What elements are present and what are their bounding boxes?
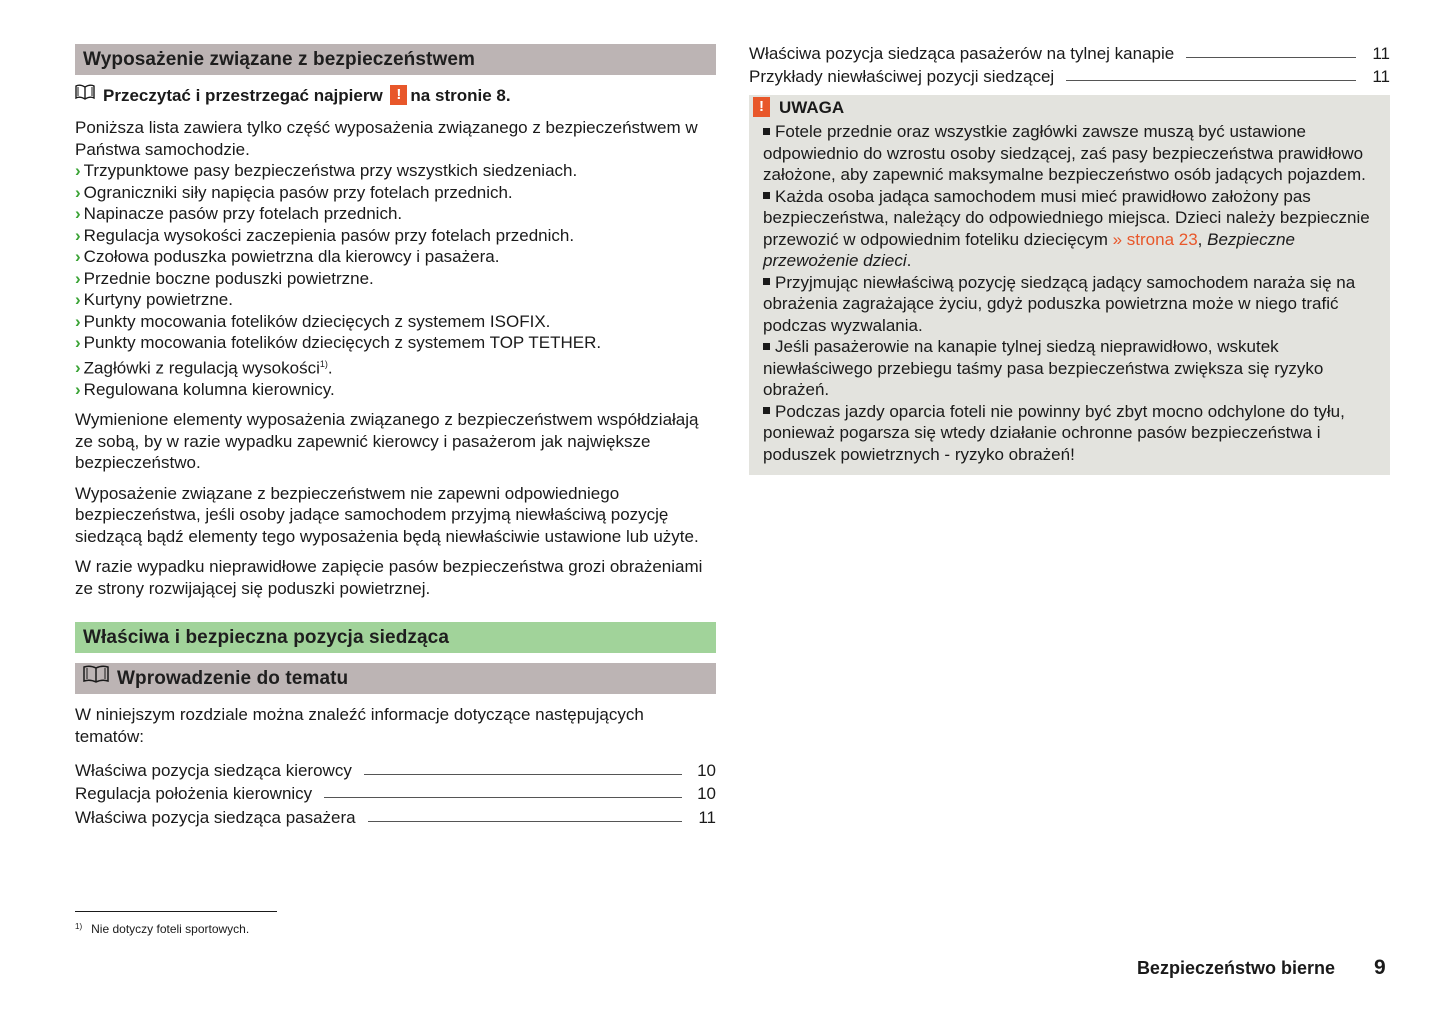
subsection-header-introduction: Wprowadzenie do tematu (75, 663, 716, 694)
square-bullet-icon (763, 343, 770, 350)
warning-header (749, 95, 1390, 121)
table-of-contents (75, 757, 716, 828)
footer-chapter-title: Bezpieczeństwo bierne (1136, 958, 1335, 978)
square-bullet-icon (763, 278, 770, 285)
chevron-icon: › (75, 268, 81, 288)
toc-entry[interactable]: Właściwa pozycja siedząca pasażerów na tylnej kanapie 11 (749, 43, 1390, 63)
list-item: › Czołowa poduszka powietrzna dla kierowcy i pasażera. (75, 247, 500, 266)
subsection-intro: W niniejszym rozdziale można znaleźć informacje dotyczące następujących tematów: (75, 705, 644, 746)
chevron-icon: › (75, 379, 81, 399)
list-item: › Regulowana kolumna kierownicy. (75, 379, 335, 399)
paragraph: Wyposażenie związane z bezpieczeństwem nie zapewni odpowiedniego bezpieczeństwa, jeśli osoby jadące samochodem przyjmą niewłaściwą pozycję siedzącą bądź elementy tego wyposażenia będą niewłaściwie ustawione lub użyte. (75, 483, 699, 546)
leader-line (364, 774, 682, 775)
list-item: › Zagłówki z regulacją wysokości$^{1)}$. (75, 358, 333, 378)
chevron-icon: › (75, 225, 81, 245)
equipment-list (75, 160, 716, 400)
warning-icon: ! (390, 85, 407, 105)
chevron-icon: › (75, 182, 81, 202)
list-item: › Regulacja wysokości zaczepienia pasów przy fotelach przednich. (75, 225, 575, 245)
toc-entry[interactable]: Przykłady niewłaściwej pozycji siedzącej 11 (749, 67, 1390, 86)
leader-line (1066, 80, 1356, 81)
leader-line (324, 797, 682, 798)
list-item: › Ograniczniki siły napięcia pasów przy fotelach przednich. (75, 182, 513, 202)
paragraph: Wymienione elementy wyposażenia związanego z bezpieczeństwem współdziałają ze sobą, by w razie wypadku zapewnić kierowcy i pasażerom jak największe bezpieczeństwo. (75, 410, 699, 473)
warning-body (749, 121, 1390, 465)
list-item: › Punkty mocowania fotelików dziecięcych z systemem ISOFIX. (75, 311, 551, 331)
section-header-seating-position: Właściwa i bezpieczna pozycja siedząca (75, 622, 716, 653)
chevron-icon: › (75, 311, 81, 331)
chevron-icon: › (75, 161, 81, 180)
book-icon (83, 662, 109, 693)
chevron-icon: › (75, 204, 81, 223)
read-first-prefix: Przeczytać i przestrzegać najpierw (103, 86, 383, 105)
list-item: › Kurtyny powietrzne. (75, 290, 233, 309)
footnote: $^{1)}$ Nie dotyczy foteli sportowych. (75, 922, 250, 936)
section-reference: Bezpieczne przewożenie dzieci (763, 229, 1295, 270)
intro-paragraph: Poniższa lista zawiera tylko część wyposażenia związanego z bezpieczeństwem w Państwa samochodzie. (75, 118, 698, 159)
square-bullet-icon (763, 407, 770, 414)
section-header-safety-equipment: Wyposażenie związane z bezpieczeństwem (75, 44, 716, 75)
read-first-suffix: na stronie 8. (410, 86, 511, 105)
page-reference-link[interactable]: » strona 23 (1112, 229, 1198, 249)
chevron-icon: › (75, 247, 81, 266)
read-first-notice (75, 85, 716, 107)
list-item: › Przednie boczne poduszki powietrzne. (75, 268, 374, 288)
leader-line (368, 821, 682, 822)
list-item: › Napinacze pasów przy fotelach przednich. (75, 204, 403, 223)
warning-bullet: Podczas jazdy oparcia foteli nie powinny być zbyt mocno odchylone do tyłu, ponieważ pogarsza się wtedy działanie ochronne pasów bezpieczeństwa i poduszek powietrznych - ryzyko obrażeń! (763, 401, 1345, 464)
warning-bullet: Jeśli pasażerowie na kanapie tylnej siedzą nieprawidłowo, wskutek niewłaściwego przebiegu taśmy pasa bezpieczeństwa zwiększa się ryzyko obrażeń. (763, 337, 1324, 399)
warning-title: UWAGA (779, 98, 845, 117)
paragraph: W razie wypadku nieprawidłowe zapięcie pasów bezpieczeństwa grozi obrażeniami ze strony rozwijającej się poduszki powietrznej. (75, 557, 703, 598)
chevron-icon: › (75, 358, 81, 378)
footnote-divider (75, 911, 277, 912)
book-icon (75, 84, 95, 106)
toc-entry[interactable]: Właściwa pozycja siedząca pasażera 11 (75, 807, 716, 827)
toc-entry[interactable]: Regulacja położenia kierownicy 10 (75, 784, 716, 804)
chevron-icon: › (75, 290, 81, 309)
warning-icon: ! (753, 97, 770, 117)
table-of-contents-continued (749, 40, 1390, 87)
footnote-ref[interactable]: 1) (319, 358, 328, 369)
toc-entry[interactable]: Właściwa pozycja siedząca kierowcy 10 (75, 760, 716, 780)
page-number: 9 (1374, 956, 1386, 979)
warning-bullet: Przyjmując niewłaściwą pozycję siedzącą jadący samochodem naraża się na obrażenia zagrażające życiu, gdyż poduszka powietrzna może w niego trafić podczas wyzwalania. (763, 272, 1356, 335)
square-bullet-icon (763, 128, 770, 135)
list-item: › Trzypunktowe pasy bezpieczeństwa przy wszystkich siedzeniach. (75, 161, 578, 180)
left-column (75, 44, 716, 828)
leader-line (1186, 57, 1356, 58)
warning-box (749, 95, 1390, 475)
warning-bullet: Fotele przednie oraz wszystkie zagłówki zawsze muszą być ustawione odpowiednio do wzrostu osoby siedzącej, zaś pasy bezpieczeństwa prawidłowo założone, aby zapewnić maksymalne bezpieczeństwo osób jadących pojazdem. (763, 122, 1366, 184)
list-item: › Punkty mocowania fotelików dziecięcych z systemem TOP TETHER. (75, 333, 602, 352)
chevron-icon: › (75, 333, 81, 352)
right-column (749, 40, 1390, 475)
square-bullet-icon (763, 192, 770, 199)
warning-bullet: Każda osoba jadąca samochodem musi mieć prawidłowo założony pas bezpieczeństwa, należący do odpowiedniego miejsca. Dzieci należy bezpiecznie przewozić w odpowiednim foteliku dziecięcym » strona 23, Bezpieczne przewożenie dzieci. (763, 186, 1370, 270)
